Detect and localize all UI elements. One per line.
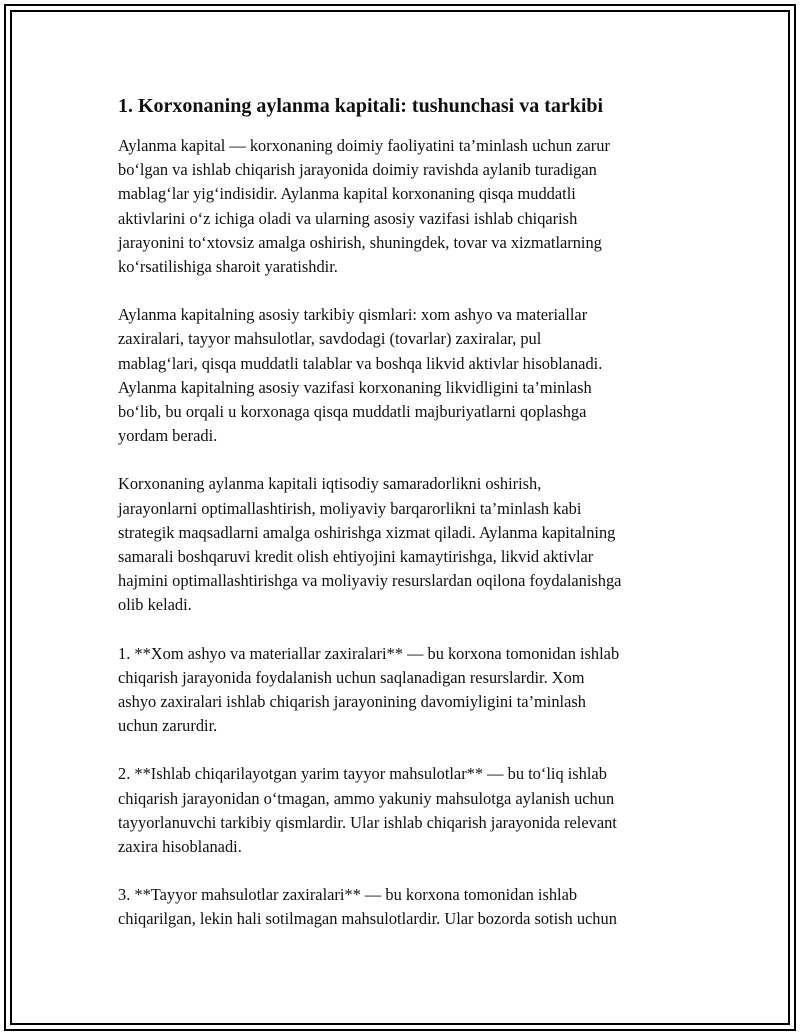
text-line: mablag‘lari, qisqa muddatli talablar va boshqa likvid aktivlar hisoblanadi. (118, 353, 603, 373)
text-line: 3. **Tayyor mahsulotlar zaxiralari** — bu korxona tomonidan ishlab (118, 885, 578, 905)
text-line: tayyorlanuvchi tarkibiy qismlardir. Ular ishlab chiqarish jarayonida relevant (118, 812, 617, 832)
document-title: 1. Korxonaning aylanma kapitali: tushunchasi va tarkibi (118, 95, 604, 117)
text-line: samarali boshqaruvi kredit olish ehtiyojini kamaytirishga, likvid aktivlar (118, 547, 594, 567)
paragraph-components (118, 303, 688, 448)
text-line: yordam beradi. (118, 426, 218, 446)
text-line: chiqarish jarayonidan o‘tmagan, ammo yakuniy mahsulotga aylanish uchun (118, 788, 615, 808)
text-line: hajmini optimallashtirishga va moliyaviy resurslardan oqilona foydalanishga (118, 571, 622, 591)
text-line: Aylanma kapitalning asosiy vazifasi korxonaning likvidligini ta’minlash (118, 377, 592, 397)
text-line: olib keladi. (118, 595, 192, 615)
text-line: zaxiralari, tayyor mahsulotlar, savdodagi (tovarlar) zaxiralar, pul (118, 329, 542, 349)
list-item-raw-materials (118, 642, 688, 739)
text-line: 2. **Ishlab chiqarilayotgan yarim tayyor mahsulotlar** — bu to‘liq ishlab (118, 764, 607, 784)
text-line: ko‘rsatilishiga sharoit yaratishdir. (118, 257, 338, 277)
text-line: chiqarish jarayonida foydalanish uchun saqlanadigan resurslardir. Xom (118, 667, 585, 687)
text-line: mablag‘lar yig‘indisidir. Aylanma kapital korxonaning qisqa muddatli (118, 184, 576, 204)
text-line: Aylanma kapital — korxonaning doimiy faoliyatini ta’minlash uchun zarur (118, 136, 610, 155)
paragraph-goals (118, 472, 688, 617)
text-line: bo‘lgan va ishlab chiqarish jarayonida doimiy ravishda aylanib turadigan (118, 160, 597, 180)
text-line: chiqarilgan, lekin hali sotilmagan mahsulotlardir. Ular bozorda sotish uchun (118, 909, 617, 929)
list-item-semi-finished (118, 762, 688, 859)
text-line: strategik maqsadlarni amalga oshirishga xizmat qiladi. Aylanma kapitalning (118, 522, 616, 542)
list-item-finished-goods (118, 883, 688, 931)
document-page (118, 92, 688, 956)
text-line: jarayonlarni optimallashtirish, moliyaviy barqarorlikni ta’minlash kabi (118, 498, 582, 518)
text-line: ashyo zaxiralari ishlab chiqarish jarayonining davomiyligini ta’minlash (118, 692, 586, 712)
text-line: 1. **Xom ashyo va materiallar zaxiralari** — bu korxona tomonidan ishlab (118, 643, 620, 663)
text-line: bo‘lib, bu orqali u korxonaga qisqa muddatli majburiyatlarni qoplashga (118, 402, 587, 422)
text-line: jarayonini to‘xtovsiz amalga oshirish, shuningdek, tovar va xizmatlarning (118, 232, 602, 252)
text-line: aktivlarini o‘z ichiga oladi va ularning asosiy vazifasi ishlab chiqarish (118, 208, 578, 228)
text-line: Korxonaning aylanma kapitali iqtisodiy samaradorlikni oshirish, (118, 474, 542, 494)
text-line: Aylanma kapitalning asosiy tarkibiy qismlari: xom ashyo va materiallar (118, 305, 588, 325)
text-line: uchun zarurdir. (118, 716, 218, 736)
paragraph-definition (118, 134, 688, 279)
text-line: zaxira hisoblanadi. (118, 837, 242, 857)
